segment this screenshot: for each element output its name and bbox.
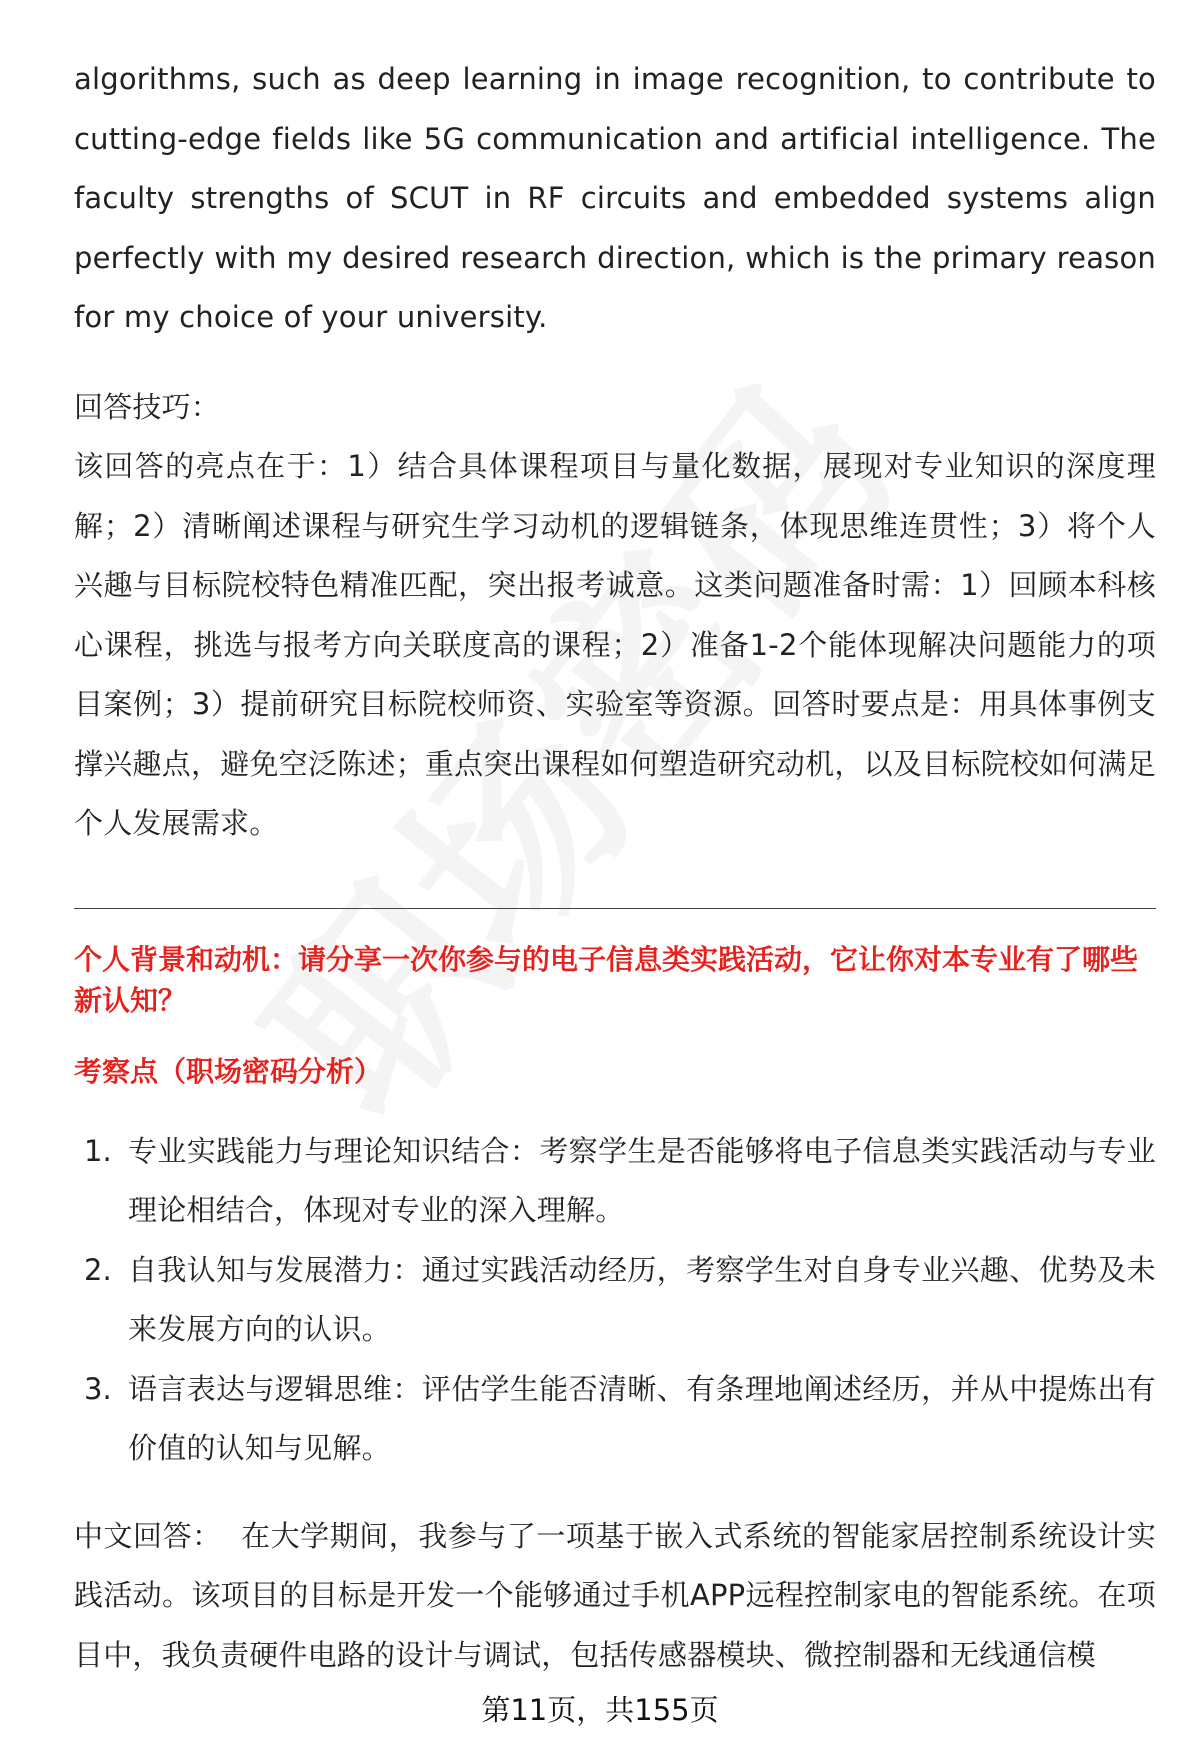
list-item: [74, 1241, 1156, 1360]
tips-body: 该回答的亮点在于：1）结合具体课程项目与量化数据，展现对专业知识的深度理解；2）清晰阐述课程与研究生学习动机的逻辑链条，体现思维连贯性；3）将个人兴趣与目标院校特色精准匹配，突出报考诚意。这类问题准备时需：1）回顾本科核心课程，挑选与报考方向关联度高的课程；2）准备1-2个能体现解决问题能力的项目案例；3）提前研究目标院校师资、实验室等资源。回答时要点是：用具体事例支撑兴趣点，避免空泛陈述；重点突出课程如何塑造研究动机，以及目标院校如何满足个人发展需求。: [74, 449, 1156, 840]
tips-heading: 回答技巧：: [74, 389, 221, 424]
list-number: 2.: [84, 1252, 112, 1287]
question-heading: 个人背景和动机：请分享一次你参与的电子信息类实践活动，它让你对本专业有了哪些新认知？: [74, 942, 1139, 1017]
list-number: 3.: [84, 1371, 112, 1406]
list-item: [74, 1122, 1156, 1241]
list-number: 1.: [84, 1133, 112, 1168]
list-item-text: 自我认知与发展潜力：通过实践活动经历，考察学生对自身专业兴趣、优势及未来发展方向的认识。: [128, 1252, 1156, 1346]
page-footer: 第11页，共155页: [481, 1693, 719, 1727]
list-item-text: 语言表达与逻辑思维：评估学生能否清晰、有条理地阐述经历，并从中提炼出有价值的认知与见解。: [128, 1371, 1156, 1465]
answer-text: 在大学期间，我参与了一项基于嵌入式系统的智能家居控制系统设计实践活动。该项目的目标是开发一个能够通过手机APP远程控制家电的智能系统。在项目中，我负责硬件电路的设计与调试，包括传感器模块、微控制器和无线通信模: [74, 1518, 1156, 1672]
answer-paragraph: [74, 1507, 1156, 1686]
analysis-list: [74, 1122, 1156, 1479]
intro-paragraph: algorithms, such as deep learning in image recognition, to contribute to cutting-edge fields like 5G communication and artificial intelligence. The faculty strengths of SCUT in RF circuits and embedded systems align perfectly with my desired research direction, which is the primary reason for my choice of your university.: [74, 62, 1156, 334]
analysis-heading: 考察点（职场密码分析）: [74, 1054, 383, 1088]
section-divider: [74, 908, 1156, 909]
list-item: [74, 1360, 1156, 1479]
list-item-text: 专业实践能力与理论知识结合：考察学生是否能够将电子信息类实践活动与专业理论相结合，体现对专业的深入理解。: [128, 1133, 1156, 1227]
document-page: [74, 50, 1156, 1685]
answer-label: 中文回答：: [74, 1518, 222, 1553]
